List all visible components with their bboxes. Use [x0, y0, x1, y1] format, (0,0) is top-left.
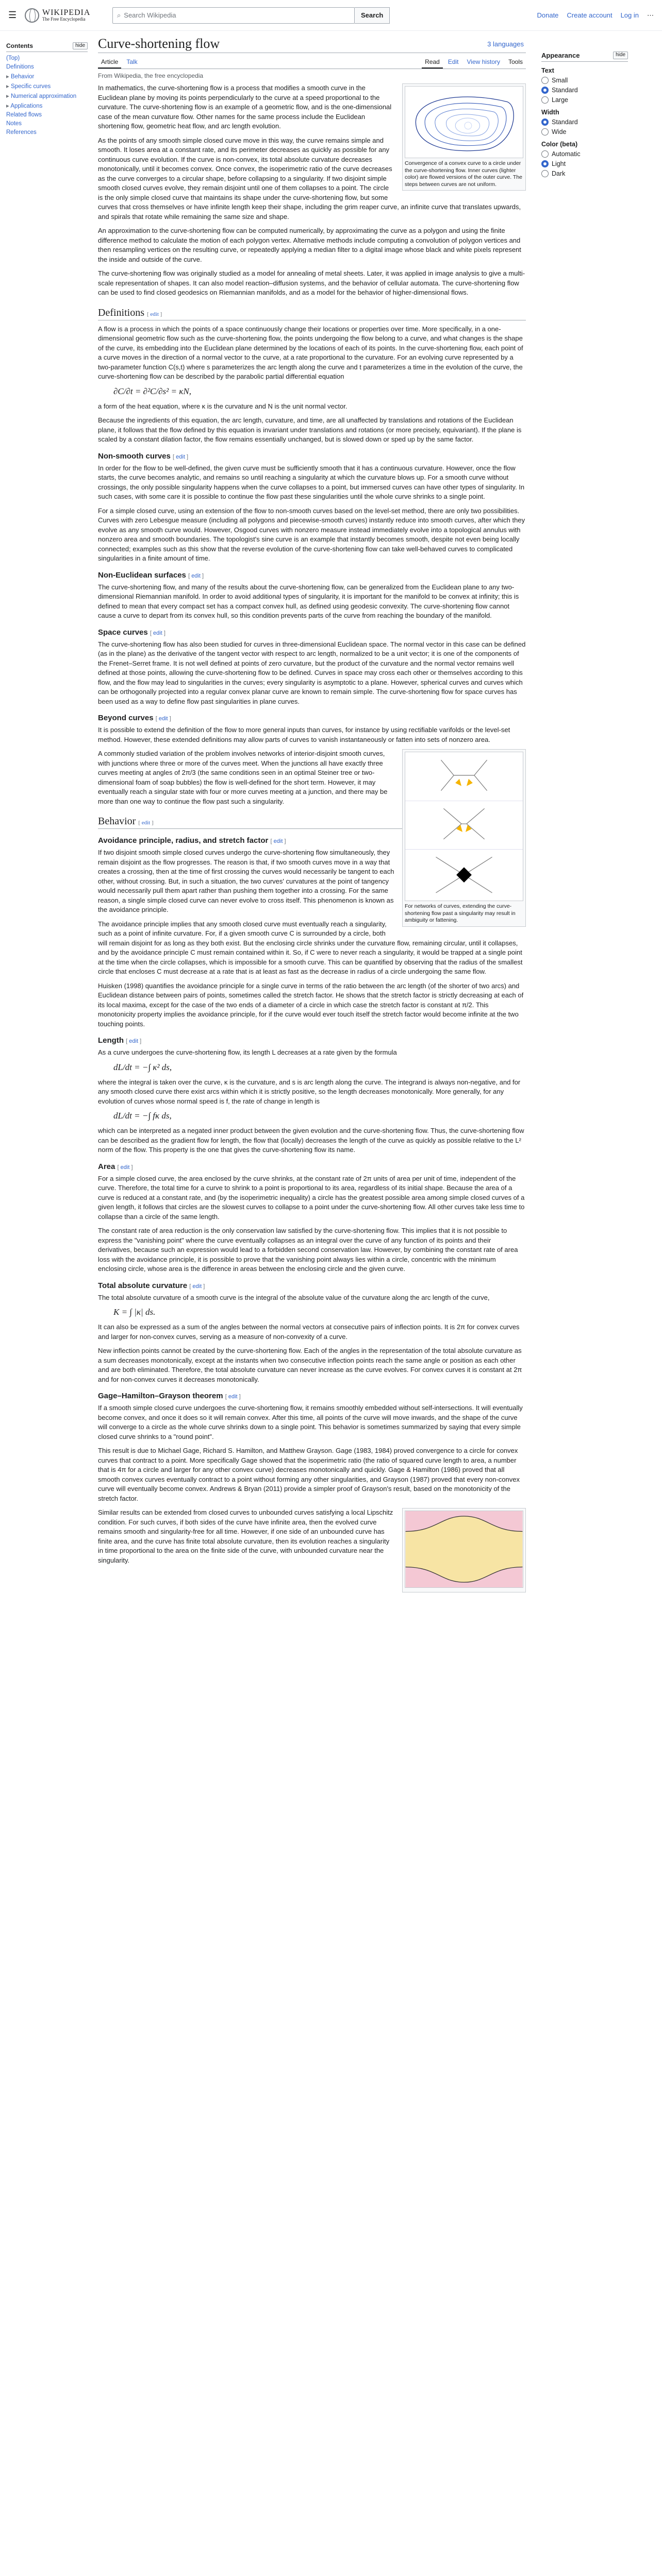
radio-icon	[541, 128, 549, 135]
formula: dL/dt = −∫ fκ ds,	[113, 1111, 172, 1121]
paragraph: If a smooth simple closed curve undergoes the curve-shortening flow, it remains smoothly embedded without self-intersections. It will eventually become convex, and once it does so it will remain convex. After this time, all points of the curve will move inwards, and the shape of the curve will converge to a circle as the whole curve shrinks down to a single point. This behavior is sometimes summarized by saying that every simple closed curve shrinks to a "round point".	[98, 1404, 523, 1440]
tab-edit[interactable]: Edit	[448, 58, 459, 65]
color-automatic-radio[interactable]	[541, 150, 628, 158]
paragraph: For a simple closed curve, using an extension of the flow to non-smooth curves based on the level-set method, there are only two possibilities. Curves with zero Lebesgue measure (including all polygons and piecewise-smooth curves) instantly reduce into smooth curves, after which they evolve as any smooth curve would. However, Osgood curves with nonzero measure instead immediately evolve into a topological annulus with nonzero area and smooth boundaries. The topologist's sine curve is an example that instantly becomes smooth, despite not even being locally connected; examples such as this show that the reverse evolution of the curve-shortening flow can take well-behaved curves to complicated singularities in a finite amount of time.	[98, 506, 525, 562]
search-placeholder: Search Wikipedia	[124, 11, 176, 19]
section-title: Gage–Hamilton–Grayson theorem	[98, 1392, 223, 1400]
radio-label: Dark	[552, 170, 566, 177]
language-button[interactable]: 3 languages	[487, 40, 524, 48]
paragraph: The curve-shortening flow has also been studied for curves in three-dimensional Euclidean space. The normal vector in this case can be defined (as in the plane) as the derivative of the tangent vector with respect to arc length, normalized to be a unit vector; it is one of the components of the Frenet–Serret frame. It is not well defined at points of zero curvature, but the product of the curvature and the normal vector remains well defined at those points, allowing the curve-shortening flow to be defined. Curves in space may cross each other or themselves according to this flow, and the flow may lead to singularities in the curves; every singularity is asymptotic to a plane. However, spherical curves and curves which can be orthogonally projected into a regular convex planar curve are known to remain simple. The curve-shortening flow for space curves has been used as a way to define flow past singularities in plane curves.	[98, 640, 526, 705]
paragraph: A flow is a process in which the points of a space continuously change their locations or properties over time. More specifically, in a one-dimensional geometric flow such as the curve-shortening flow, the points undergoing the flow belong to a curve, and what changes is the shape of the curve, its embedding into the Euclidean plane determined by the locations of each of its points. In the curve-shortening flow, each point of a curve moves in the direction of a normal vector to the curve, at a rate proportional to the curvature. For an evolving curve represented by a two-parameter function C(s,t) where s parameterizes the arc length along the curve and t parameterizes a time in the evolution of the curve, the curve-shortening flow can be described by the parabolic partial differential equation	[98, 325, 523, 380]
formula: K = ∫ |κ| ds.	[113, 1307, 156, 1317]
section-heading-non-euclidean: Non-Euclidean surfaces [ edit ]	[98, 570, 204, 580]
radio-icon	[541, 150, 549, 158]
appearance-hide-button[interactable]: hide	[613, 52, 628, 59]
network-diagram	[405, 752, 523, 901]
radio-icon	[541, 118, 549, 126]
figure-caption: Convergence of a convex curve to a circle under the curve-shortening flow. Inner curves (lighter color) are flowed versions of the outer curve. The steps between curves are not uniform.	[405, 160, 523, 188]
color-dark-radio[interactable]	[541, 170, 628, 177]
radio-label: Automatic	[552, 150, 581, 158]
section-heading-gage-hamilton-grayson: Gage–Hamilton–Grayson theorem [ edit ]	[98, 1392, 241, 1400]
paragraph: which can be interpreted as a negated inner product between the given evolution and the curve-shortening flow. Thus, the curve-shortening flow can be described as the gradient flow for length, the flow that (locally) decreases the length of the curve as quickly as possible relative to the L² norm of the flow. This property is the one that gives the curve-shortening flow its name.	[98, 1127, 524, 1154]
toc-item-top[interactable]: (Top)	[6, 55, 20, 61]
section-title: Length	[98, 1036, 124, 1045]
edit-link[interactable]: edit	[153, 630, 162, 636]
create-account-link[interactable]: Create account	[567, 11, 613, 19]
tab-tools[interactable]: Tools	[508, 58, 523, 65]
intro-paragraph: An approximation to the curve-shortening flow can be computed numerically, by approximating the curve as a polygon and using the finite difference method to calculate the motion of each polygon vertex. Alternative methods include computing a convolution of polygon vertices and then resampling vertices on the resulting curve, or repeatedly applying a median filter to a digital image whose black and white pixels represent the inside and outside of the curve.	[98, 227, 521, 263]
toc-item-notes[interactable]: Notes	[6, 121, 22, 127]
radio-label: Standard	[552, 87, 578, 94]
intro-paragraph: The curve-shortening flow was originally studied as a model for annealing of metal sheets. Later, it was applied in image analysis to give a multi-scale representation of shapes. It can also model reaction–diffusion systems, and the behavior of cellular automata. The curve-shortening flow can be used to find closed geodesics on Riemannian manifolds, and as a model for the behavior of higher-dimensional flows.	[98, 269, 525, 296]
text-size-label: Text	[541, 67, 554, 74]
toc-item-specific-curves[interactable]: ▸ Specific curves	[6, 82, 88, 90]
radio-icon	[541, 77, 549, 84]
logo-subtitle: The Free Encyclopedia	[42, 16, 86, 22]
paragraph: This result is due to Michael Gage, Richard S. Hamilton, and Matthew Grayson. Gage (1983, 1984) proved convergence to a circle for convex curves that contract to a point. More specifically Gage showed that the isoperimetric ratio (the ratio of squared curve length to area, a number that is 4π for a circle and larger for any other convex curve) decreases monotonically and quickly. Gage & Hamilton (1986) proved that all smooth convex curves eventually contract to a point without forming any other singularities, and Grayson (1987) proved that every non-convex curve will eventually become convex. Andrews & Bryan (2011) provide a simpler proof of Grayson's result, based on the monotonicity of the stretch factor.	[98, 1447, 520, 1502]
section-heading-non-smooth: Non-smooth curves [ edit ]	[98, 451, 189, 461]
paragraph: New inflection points cannot be created by the curve-shortening flow. Each of the angles in the representation of the total absolute curvature as a sum decreases monotonically, except at the instants when two consecutive inflection points reach the same angle or position as each other and are both eliminated. Therefore, the total absolute curvature can never increase as the curve evolves. For convex curves it is constant at 2π and for non-convex curves it decreases monotonically.	[98, 1347, 522, 1383]
radio-label: Wide	[552, 128, 567, 135]
section-title: Avoidance principle, radius, and stretch factor	[98, 836, 269, 845]
figure-convex-curve	[402, 83, 526, 191]
paragraph: Similar results can be extended from closed curves to unbounded curves satisfying a local Lipschitz condition. For such curves, if both sides of the curve have infinite area, then the evolved curve remains smooth and singularity-free for all time. However, if one side of an unbounded curve has finite area, and the curve has finite total absolute curvature, then its evolution reaches a singularity in time proportional to the area on the finite side of the curve, with unbounded curvature near the singularity.	[98, 1509, 393, 1564]
radio-icon	[541, 170, 549, 177]
search-input[interactable]	[112, 7, 355, 24]
appearance-title: Appearance	[541, 52, 580, 59]
color-label: Color (beta)	[541, 141, 578, 148]
paragraph: It can also be expressed as a sum of the angles between the normal vectors at consecutive pairs of inflection points. It is 2π for convex curves and larger for non-convex curves, serving as a measure of non-convexity of a curve.	[98, 1323, 520, 1341]
section-title: Beyond curves	[98, 714, 154, 722]
paragraph: The curve-shortening flow, and many of the results about the curve-shortening flow, can be generalized from the Euclidean plane to any two-dimensional Riemannian manifold. In order to avoid additional types of singularity, it is important for the manifold to be convex at infinity; this is defined to mean that every compact set has a compact convex hull, as defined using geodesic convexity. The curve-shortening flow cannot cause a curve to depart from its convex hull, so this condition prevents parts of the curve from reaching the boundary of the manifold.	[98, 583, 519, 619]
edit-link[interactable]: edit	[120, 1164, 130, 1171]
tab-article[interactable]: Article	[98, 56, 121, 69]
width-label: Width	[541, 109, 559, 116]
unbounded-curve-diagram	[405, 1511, 523, 1588]
toc-item-behavior[interactable]: ▸ Behavior	[6, 73, 88, 80]
tab-view-history[interactable]: View history	[467, 58, 500, 65]
width-wide-radio[interactable]	[541, 128, 628, 135]
table-of-contents	[0, 31, 88, 1598]
toc-item-related-flows[interactable]: Related flows	[6, 112, 42, 118]
paragraph: A commonly studied variation of the problem involves networks of interior-disjoint smooth curves, with junctions where three or more of the curves meet. When the junctions all have exactly three curves meeting at angles of 2π/3 (the same conditions seen in an optimal Steiner tree or two-dimensional foam of soap bubbles) the flow is well-defined for the short term. However, it may eventually reach a singular state with four or more curves meeting at a junction, and there may be more than one way to continue the flow past such a singularity.	[98, 750, 388, 805]
paragraph: a form of the heat equation, where κ is the curvature and N is the unit normal vector.	[98, 402, 347, 410]
section-heading-definitions: Definitions [ edit ]	[98, 307, 526, 320]
section-title: Space curves	[98, 628, 148, 637]
width-standard-radio[interactable]	[541, 118, 628, 126]
page-title: Curve-shortening flow	[98, 36, 526, 53]
paragraph: where the integral is taken over the curve, κ is the curvature, and s is arc length along the curve. The integrand is always non-negative, and for any smooth closed curve there exist arcs within which it is strictly positive, so the length decreases monotonically. More generally, for any evolution of curves whose normal speed is f, the rate of change in length is	[98, 1078, 521, 1105]
search-icon: ⌕	[117, 11, 121, 19]
section-heading-behavior: Behavior [ edit ]	[98, 816, 526, 829]
text-size-small-radio[interactable]	[541, 77, 628, 84]
radio-label: Standard	[552, 118, 578, 126]
radio-icon	[541, 96, 549, 104]
main-menu-icon[interactable]: ☰	[8, 10, 17, 20]
toc-item-definitions[interactable]: Definitions	[6, 64, 34, 70]
page-tabs	[98, 56, 526, 69]
edit-link[interactable]: edit	[129, 1038, 139, 1044]
color-light-radio[interactable]	[541, 160, 628, 167]
site-header	[0, 0, 662, 31]
intro-paragraph: In mathematics, the curve-shortening flow is a process that modifies a smooth curve in the Euclidean plane by moving its points perpendicularly to the curve at a speed proportional to the curvature. The curve-shortening flow is an example of a geometric flow, and is the one-dimensional case of the mean curvature flow. Other names for the same process include the Euclidean shortening flow, geometric heat flow, and arc length evolution.	[98, 84, 392, 130]
intro-paragraph: As the points of any smooth simple closed curve move in this way, the curve remains simple and smooth. It loses area at a constant rate, and its perimeter decreases as quickly as possible for any continuous curve evolution. If the curve is non-convex, its total absolute curvature decreases monotonically, until it becomes convex. Once convex, the isoperimetric ratio of the curve decreases as the curve converges to a circular shape, before collapsing to a singularity. If two disjoint simple smooth closed curves evolve, they remain disjoint until one of them collapses to a point. The circle is the only simple closed curve that maintains its shape under the curve-shortening flow, but some curves that cross themselves or have infinite length keep their shape, including the grim reaper curve, an infinite curve that translates upwards, and spirals that rotate while remaining the same size and shape.	[98, 136, 521, 221]
wikipedia-logo[interactable]	[25, 8, 112, 23]
paragraph: Because the ingredients of this equation, the arc length, curvature, and time, are all unaffected by translations and rotations of the Euclidean plane, it follows that the flow defined by this equation is invariant under translations and rotations (or more precisely, equivariant). If the plane is scaled by a constant dilation factor, the flow remains essentially unchanged, but is slowed down or sped up by the same factor.	[98, 416, 522, 443]
paragraph: The total absolute curvature of a smooth curve is the integral of the absolute value of the curvature along the arc length of the curve,	[98, 1293, 490, 1301]
paragraph: Huisken (1998) quantifies the avoidance principle for a single curve in terms of the ratio between the arc length (of the shorter of two arcs) and Euclidean distance between pairs of points, sometimes called the stretch factor. He shows that the stretch factor is strictly decreasing at each of its local maxima, except for the case of the two ends of a diameter of a circle in which case the stretch factor is constant at π/2. This monotonicity property implies the avoidance principle, for if the curve would ever touch itself the stretch factor would become infinite at the two touching points.	[98, 981, 524, 1028]
toc-item-numerical-approximation[interactable]: ▸ Numerical approximation	[6, 92, 88, 99]
donate-link[interactable]: Donate	[537, 11, 559, 19]
section-heading-avoidance: Avoidance principle, radius, and stretch factor [ edit ]	[98, 836, 286, 845]
figure-caption: For networks of curves, extending the curve-shortening flow past a singularity may result in ambiguity or fattening.	[405, 903, 516, 923]
text-size-standard-radio[interactable]	[541, 87, 628, 94]
radio-label: Small	[552, 77, 568, 84]
radio-icon	[541, 160, 549, 167]
formula: ∂C/∂t = ∂²C/∂s² = κN,	[113, 386, 191, 396]
tagline: From Wikipedia, the free encyclopedia	[98, 72, 204, 79]
search-button[interactable]: Search	[355, 7, 390, 24]
edit-link[interactable]: edit	[176, 453, 185, 460]
more-options-icon[interactable]: ⋯	[647, 11, 654, 19]
curve-flow-diagram	[405, 86, 523, 158]
paragraph: It is possible to extend the definition of the flow to more general inputs than curves, for instance by using rectifiable varifolds or the level-set method. However, these extended definitions may allow parts of curves to vanish instantaneously or fatten into sets of nonzero area.	[98, 726, 510, 743]
section-heading-beyond-curves: Beyond curves [ edit ]	[98, 714, 171, 722]
appearance-panel	[536, 31, 634, 1598]
article-body	[88, 31, 536, 1598]
section-heading-length: Length [ edit ]	[98, 1036, 142, 1045]
toc-item-applications[interactable]: ▸ Applications	[6, 102, 88, 109]
tab-talk[interactable]: Talk	[126, 58, 138, 65]
paragraph: In order for the flow to be well-defined, the given curve must be sufficiently smooth that it has a continuous curvature. However, once the flow starts, the curve becomes analytic, and remains so until reaching a singularity at which the curvature blows up. For a smooth curve without crossings, the only possible singularity happens when the curve collapses to a point, but immersed curves can have other types of singularity. In such cases, with some care it is possible to continue the flow past these singularities until the whole curve shrinks to a single point.	[98, 464, 525, 500]
edit-link[interactable]: edit	[228, 1394, 238, 1400]
paragraph: For a simple closed curve, the area enclosed by the curve shrinks, at the constant rate of 2π units of area per unit of time, independent of the curve. Therefore, the total time for a curve to shrink to a point is proportional to its area, regardless of its initial shape. Because the area of a curve is reduced at a constant rate, and (by the isoperimetric inequality) a circle has the greatest possible area among simple closed curves of a given length, it follows that circles are the slowest curves to collapse to a point under the curve-shortening flow. All other curves take less time to collapse than a circle of the same length.	[98, 1174, 525, 1221]
paragraph: If two disjoint smooth simple closed curves undergo the curve-shortening flow simultaneously, they remain disjoint as the flow progresses. The reason is that, if two smooth curves move in a way that creates a crossing, then at the time of first crossing the curves would necessarily be tangent to each other, without crossing. But, in such a situation, the two curves' curvatures at the point of tangency would necessarily pull them apart rather than pushing them together into a crossing. For the same reason, a single simple closed curve can never evolve to cross itself. This phenomenon is known as the avoidance principle.	[98, 849, 394, 913]
paragraph: The avoidance principle implies that any smooth closed curve must eventually reach a singularity, such as a point of infinite curvature. For, if a given smooth curve C is surrounded by a circle, both will remain disjoint for as long as they both exist. But the enclosing circle shrinks under the curvature flow, remaining circular, until it collapses, and by the avoidance principle C must remain contained within it. So, if C were to never reach a singularity, it would be trapped at a single point at the time when the circle collapses, which is impossible for a smooth curve. This can be quantified by observing that the radius of the smallest circle that encloses C must decrease at a rate that is at least as fast as the decrease in radius of a circle undergoing the same flow.	[98, 920, 523, 975]
figure-unbounded-curve	[402, 1508, 526, 1592]
text-size-large-radio[interactable]	[541, 96, 628, 104]
edit-link[interactable]: edit	[141, 820, 151, 826]
section-heading-area: Area [ edit ]	[98, 1162, 133, 1171]
figure-network-singularity	[402, 749, 526, 927]
radio-icon	[541, 87, 549, 94]
formula: dL/dt = −∫ κ² ds,	[113, 1062, 172, 1072]
logo-title: WIKIPEDIA	[42, 8, 91, 17]
edit-link[interactable]: edit	[158, 716, 168, 722]
globe-icon	[25, 8, 39, 23]
section-heading-total-absolute-curvature: Total absolute curvature [ edit ]	[98, 1281, 205, 1290]
login-link[interactable]: Log in	[620, 11, 639, 19]
section-title: Total absolute curvature	[98, 1281, 188, 1290]
section-title: Definitions	[98, 307, 144, 318]
edit-link[interactable]: edit	[191, 572, 201, 579]
section-heading-space-curves: Space curves [ edit ]	[98, 628, 166, 637]
radio-label: Large	[552, 96, 568, 104]
radio-label: Light	[552, 160, 566, 167]
edit-link[interactable]: edit	[192, 1283, 202, 1290]
section-title: Non-smooth curves	[98, 451, 171, 461]
section-title: Behavior	[98, 816, 136, 827]
paragraph: The constant rate of area reduction is the only conservation law satisfied by the curve-shortening flow. This implies that it is not possible to express the "vanishing point" where the curve eventually collapses as an integral over the curve of any function of its points and their derivatives, because such an expression would lead to a forbidden second conservation law. However, by combining the constant rate of area loss with the avoidance principle, it is possible to prove that the vanishing point always lies within a circle, concentric with the minimum enclosing circle, whose area is the difference in areas between the enclosing circle and the given curve.	[98, 1227, 518, 1273]
tab-read[interactable]: Read	[422, 56, 443, 69]
toc-hide-button[interactable]: hide	[73, 42, 88, 49]
toc-title: Contents	[6, 42, 33, 49]
edit-link[interactable]: edit	[273, 838, 283, 844]
paragraph: As a curve undergoes the curve-shortening flow, its length L decreases at a rate given by the formula	[98, 1048, 397, 1056]
edit-link[interactable]: edit	[150, 311, 159, 317]
section-title: Non-Euclidean surfaces	[98, 570, 186, 580]
section-title: Area	[98, 1162, 115, 1171]
toc-item-references[interactable]: References	[6, 129, 37, 135]
